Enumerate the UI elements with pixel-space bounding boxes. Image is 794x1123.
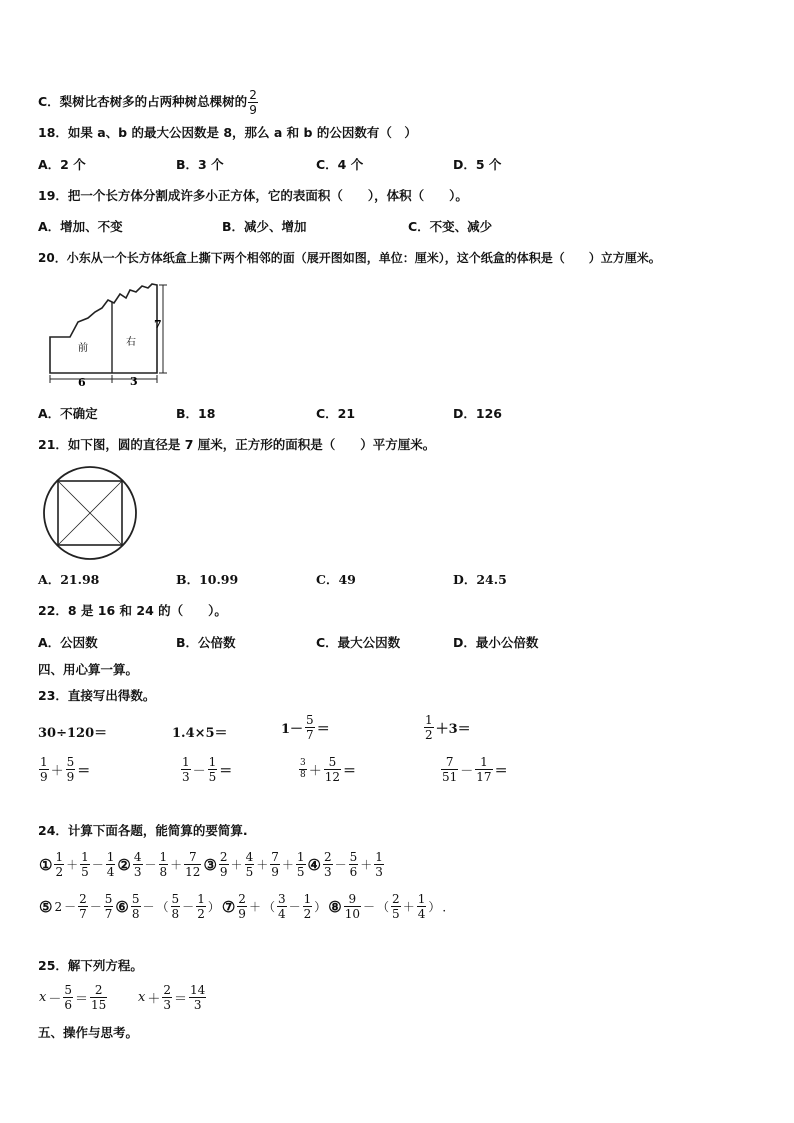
q23-item-6: $\frac{1}{3}$ － $\frac{1}{5}$ ＝ bbox=[182, 755, 233, 784]
q20-option-d[interactable]: D．126 bbox=[453, 406, 502, 421]
q19-option-a[interactable]: A．增加、不变 bbox=[38, 219, 123, 234]
q22-option-b[interactable]: B．公倍数 bbox=[176, 635, 236, 650]
q23-item-7: $\frac{3}{8}$ ＋ $\frac{5}{12}$ ＝ bbox=[300, 755, 357, 784]
q23-item-5: $\frac{1}{9}$ ＋ $\frac{5}{9}$ ＝ bbox=[40, 755, 91, 784]
q22-option-a[interactable]: A．公因数 bbox=[38, 635, 98, 650]
q23-item-1: 30÷120＝ bbox=[38, 725, 108, 741]
q23-item-2: 1.4×5＝ bbox=[172, 725, 228, 741]
q20-option-a[interactable]: A．不确定 bbox=[38, 406, 98, 421]
q22-option-d[interactable]: D．最小公倍数 bbox=[453, 635, 539, 650]
q23-item-8: $\frac{7}{51}$ － $\frac{1}{17}$ ＝ bbox=[442, 755, 508, 784]
q22-stem: 22．8 是 16 和 24 的（ ）。 bbox=[38, 603, 227, 618]
q21-option-b[interactable]: B．10.99 bbox=[176, 572, 239, 587]
q20-stem: 20．小东从一个长方体纸盒上撕下两个相邻的面（展开图如图，单位：厘米），这个纸盒的体积是（ ）立方厘米。 bbox=[38, 251, 661, 265]
q23-item-3: 1－ $\frac{5}{7}$ ＝ bbox=[281, 713, 330, 742]
q25-stem: 25．解下列方程。 bbox=[38, 958, 143, 973]
q22-option-c[interactable]: C．最大公因数 bbox=[316, 635, 401, 650]
q24-row-2: ⑤ 2 － $\frac{2}{7}$ － $\frac{5}{7}$ ⑥ $\frac{5}{8}$ － （ $\frac{5}{8}$ － $\frac{1}{2}$ ） ⑦ $\frac{2}{9}$ ＋ （ $\frac{3}{4}$ － $\frac{1}{2}$ ） ⑧ $\frac{9}{10}$ － （ $\frac{2}{5}$ ＋ $\frac{1}{4}$ ） ． bbox=[39, 892, 455, 921]
q18-option-a[interactable]: A．2 个 bbox=[38, 157, 86, 172]
q21-option-d[interactable]: D．24.5 bbox=[453, 572, 507, 587]
section-4-heading: 四、用心算一算。 bbox=[38, 662, 139, 677]
q20-option-b[interactable]: B．18 bbox=[176, 406, 216, 421]
q25-equation-1: x － $\frac{5}{6}$ ＝ $\frac{2}{15}$ bbox=[39, 983, 107, 1012]
q20-height-7: 7 bbox=[154, 318, 162, 331]
q23-item-4: $\frac{1}{2}$ ＋3＝ bbox=[425, 713, 471, 742]
q18-option-c[interactable]: C．4 个 bbox=[316, 157, 364, 172]
q20-net-figure bbox=[40, 282, 170, 392]
q19-option-b[interactable]: B．减少、增加 bbox=[222, 219, 307, 234]
q18-option-b[interactable]: B．3 个 bbox=[176, 157, 224, 172]
q21-option-c[interactable]: C．49 bbox=[316, 572, 356, 587]
q20-right-label: 右 bbox=[126, 337, 136, 348]
q18-stem: 18．如果 a、b 的最大公因数是 8，那么 a 和 b 的公因数有（ ） bbox=[38, 125, 417, 140]
q20-width-6: 6 bbox=[78, 376, 86, 389]
q23-stem: 23．直接写出得数。 bbox=[38, 688, 156, 703]
q21-circle-square-figure bbox=[42, 465, 142, 565]
q24-stem: 24．计算下面各题，能简算的要简算. bbox=[38, 823, 248, 838]
q25-equation-2: x ＋ $\frac{2}{3}$ ＝ $\frac{14}{3}$ bbox=[138, 983, 206, 1012]
section-5-heading: 五、操作与思考。 bbox=[38, 1025, 139, 1040]
q21-option-a[interactable]: A．21.98 bbox=[38, 572, 100, 587]
q18-option-d[interactable]: D．5 个 bbox=[453, 157, 502, 172]
q17-fraction: $\frac{2}{9}$ bbox=[249, 88, 257, 117]
q24-row-1: ① $\frac{1}{2}$ ＋ $\frac{1}{5}$ － $\frac{1}{4}$ ② $\frac{4}{3}$ － $\frac{1}{8}$ ＋ $\frac{7}{12}$ ③ $\frac{2}{9}$ ＋ $\frac{4}{5}$ ＋ $\frac{7}{9}$ ＋ $\frac{1}{5}$ ④ $\frac{2}{3}$ － $\frac{5}{6}$ ＋ $\frac{1}{3}$ bbox=[39, 850, 383, 879]
q20-front-label: 前 bbox=[78, 343, 88, 354]
q17-option-c: C．梨树比杏树多的占两种树总棵树的 $\frac{2}{9}$ bbox=[38, 88, 257, 117]
q19-option-c[interactable]: C．不变、减少 bbox=[408, 219, 493, 234]
q20-width-3: 3 bbox=[130, 375, 138, 388]
q20-option-c[interactable]: C．21 bbox=[316, 406, 356, 421]
q19-stem: 19．把一个长方体分割成许多小正方体，它的表面积（ ），体积（ ）。 bbox=[38, 188, 468, 203]
q21-stem: 21．如下图，圆的直径是 7 厘米，正方形的面积是（ ）平方厘米。 bbox=[38, 437, 436, 452]
